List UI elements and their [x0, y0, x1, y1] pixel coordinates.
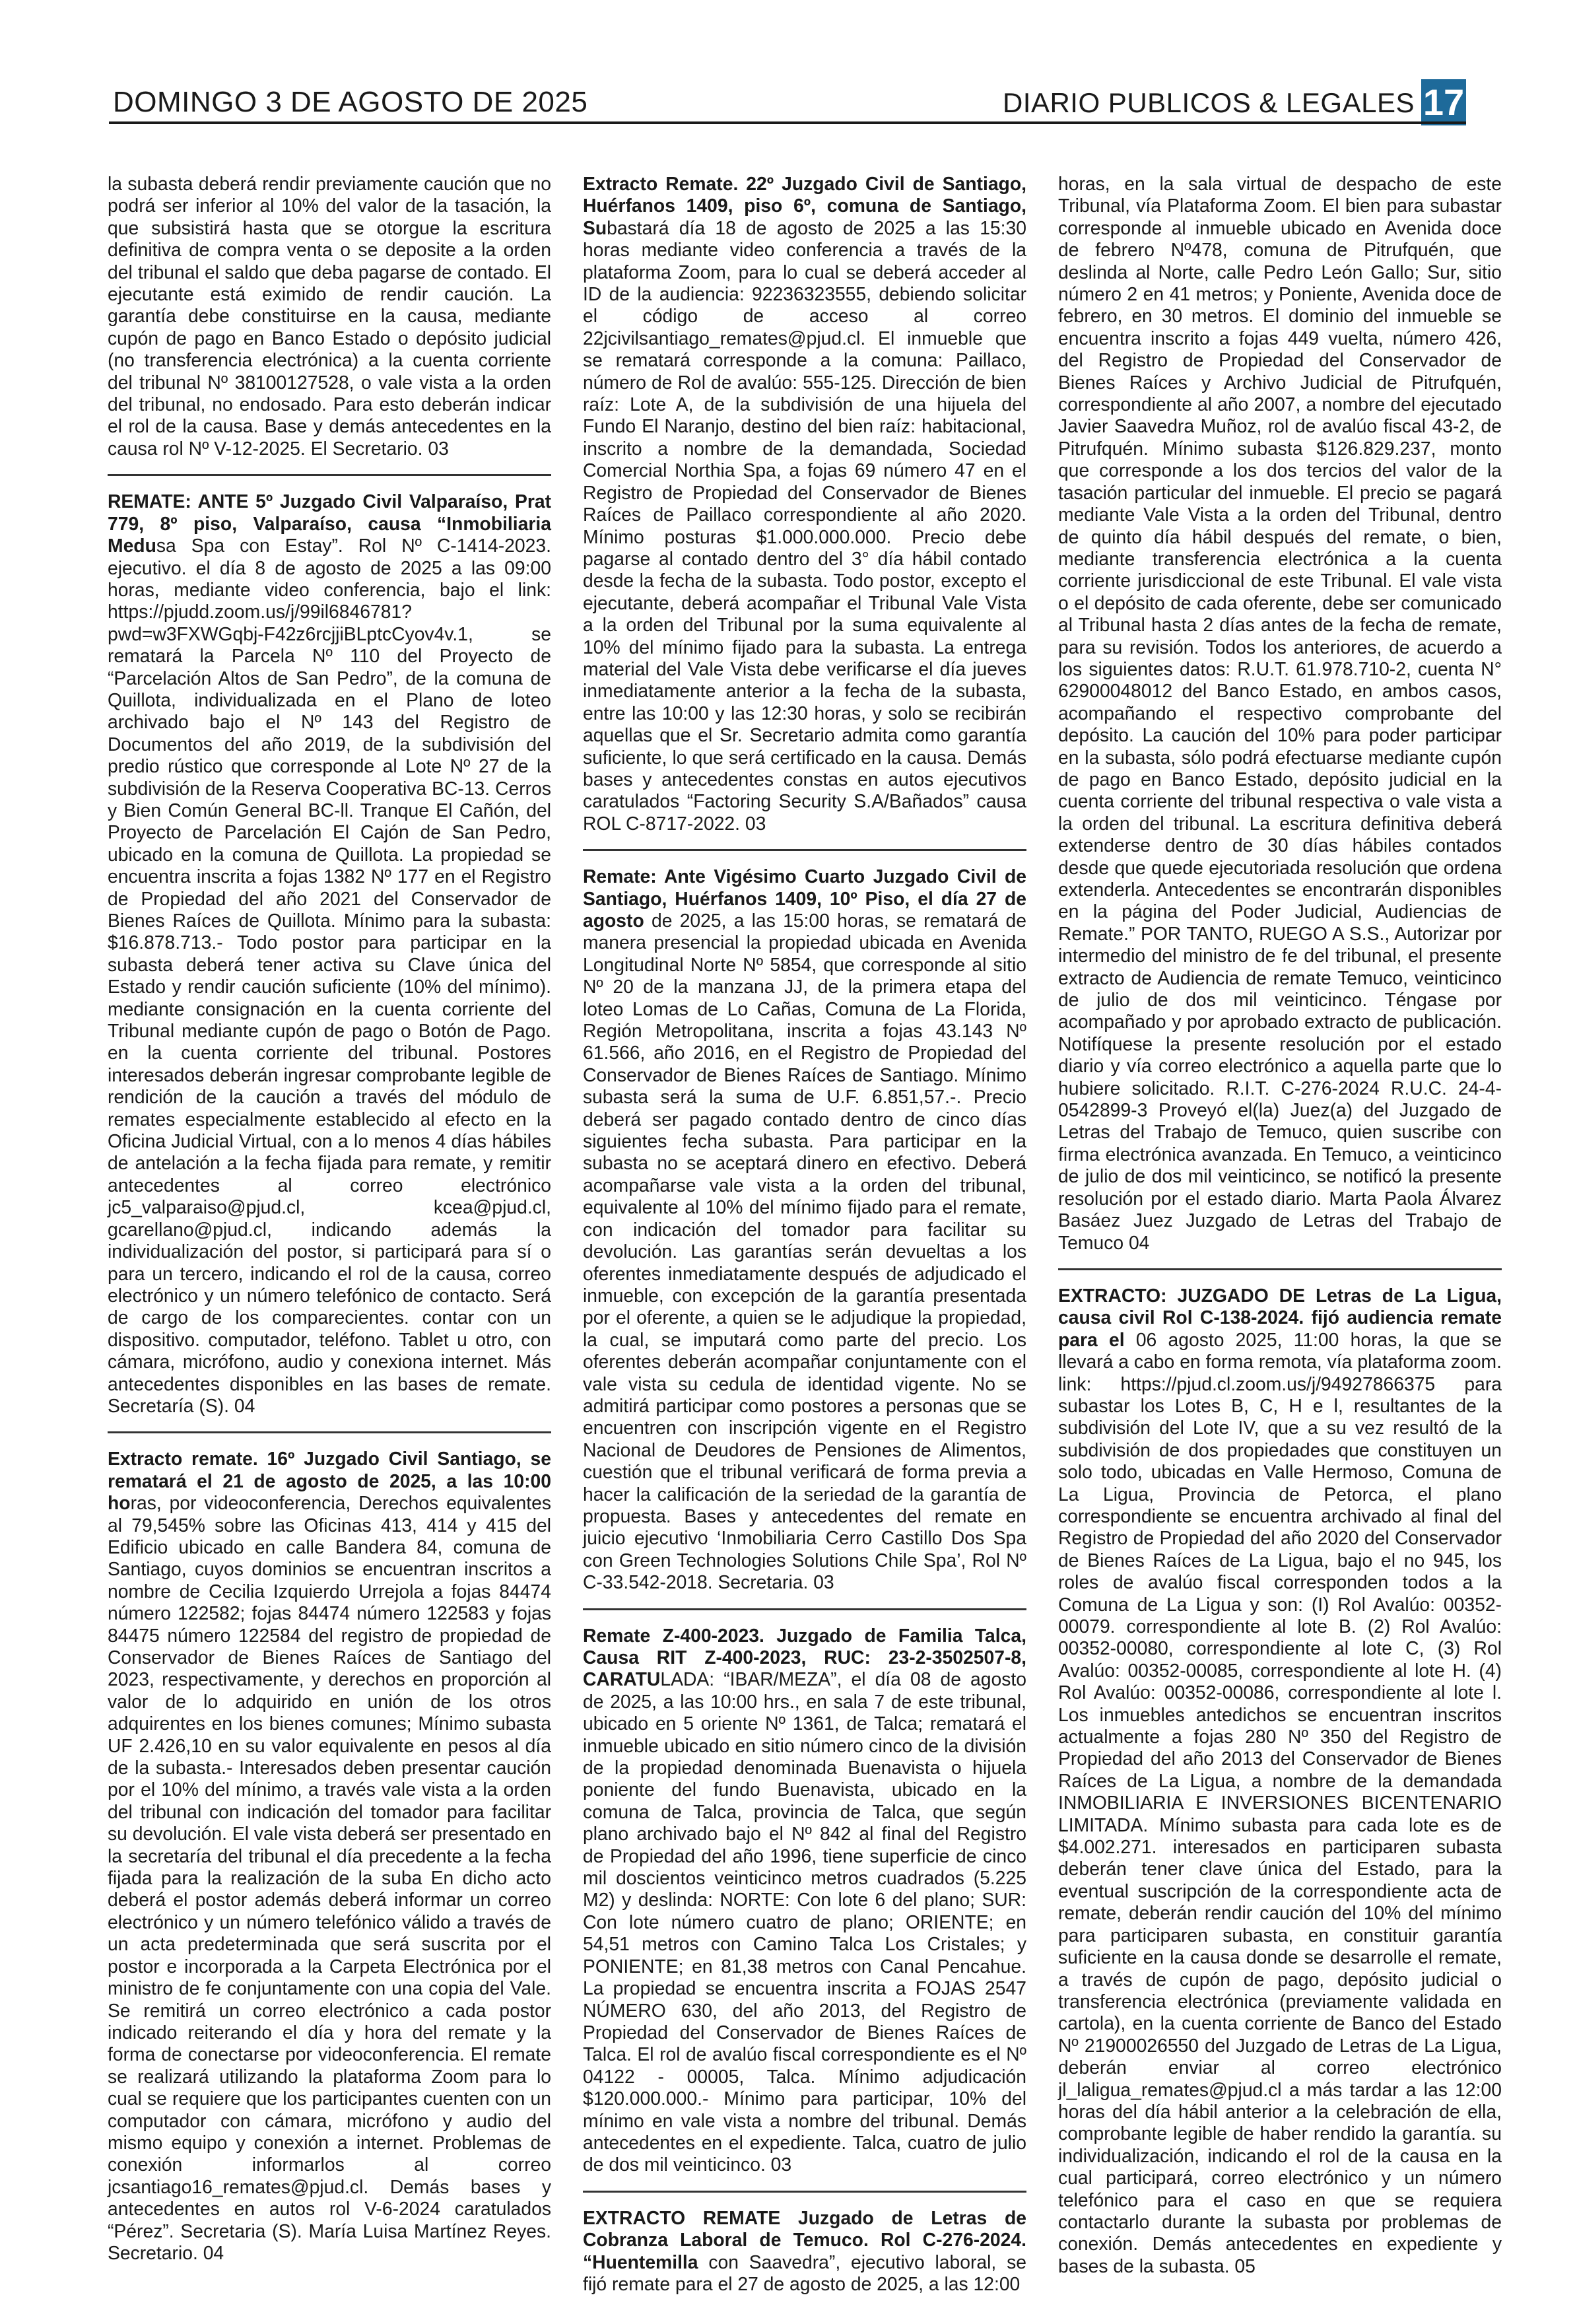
notice-lead: EXTRACTO REMATE Juzgado de Letras de Cobranza Laboral de Temuco. Rol C-276-2024. “Huentemilla	[583, 2206, 1026, 2273]
notice-lead: Extracto Remate. 22º Juzgado Civil de Santiago, Huérfanos 1409, piso 6º, comuna de Santiago, Su	[583, 173, 1026, 238]
notice-body: LADA: “IBAR/MEZA”, el día 08 de agosto de 2025, a las 10:00 hrs., en sala 7 de este tribunal, ubicado en 5 oriente Nº 1361, de Talca; rematará el inmueble ubicado en sitio número cinco de la división de la propiedad denominada Buenavista o hijuela poniente del fundo Buenavista, ubicado en la comuna de Talca, provincia de Talca, que según plano archivado bajo el Nº 842 al final del Registro de Propiedad del año 1996, tiene superficie de cinco mil doscientos veinticinco metros cuadrados (5.225 M2) y deslinda: NORTE: Con lote 6 del plano; SUR: Con lote número cuatro de plano; ORIENTE; en 54,51 metros con Camino Talca Los Cristales; y PONIENTE; en 81,38 metros con Canal Pencahue. La propiedad se encuentra inscrita a FOJAS 2547 NÚMERO 630, del año 2013, del Registro de Propiedad del Conservador de Bienes Raíces de Talca. El rol de avalúo fiscal correspondiente es el Nº 04122 - 00005, Talca. Mínimo adjudicación $120.000.000.- Mínimo para participar, 10% del mínimo en vale vista a nombre del tribunal. Demás antecedentes en el expediente. Talca, cuatro de julio de dos mil veinticinco. 03	[583, 1668, 1026, 2175]
legal-notice	[108, 1448, 551, 2278]
legal-notice	[1058, 173, 1502, 1270]
notice-body: con Saavedra”, ejecutivo laboral, se fijó remate para el 27 de agosto de 2025, a las 12:00	[583, 2251, 1026, 2294]
issue-date: DOMINGO 3 DE AGOSTO DE 2025	[113, 86, 588, 118]
notice-lead: EXTRACTO: JUZGADO DE Letras de La Ligua, causa civil Rol C-138-2024. fijó audiencia remate para el	[1058, 1284, 1502, 1350]
notice-body: sa Spa con Estay”. Rol Nº C-1414-2023. ejecutivo. el día 8 de agosto de 2025 a las 09:00 horas, mediante video conferencia, bajo el link: https://pjudd.zoom.us/j/99il6846781?pwd=w3FXWGqbj-F42z6rcjjiBLptcCyov4v.1, se rematará la Parcela Nº 110 del Proyecto de “Parcelación Altos de San Pedro”, de la comuna de Quillota, individualizada en el Plano de loteo archivado bajo el Nº 143 del Registro de Documentos del año 2019, de la subdivisión del predio rústico que corresponde al Lote Nº 27 de la subdivisión de la Reserva Cooperativa BC-13. Cerros y Bien Común General BC-ll. Tranque El Cañón, del Proyecto de Parcelación El Cajón de San Pedro, ubicado en la comuna de Quillota. La propiedad se encuentra inscrita a fojas 1382 Nº 177 en el Registro de Propiedad del año 2021 del Conservador de Bienes Raíces de Quillota. Mínimo para la subasta: $16.878.713.- Todo postor para participar en la subasta deberá tener activa su Clave única del Estado y rendir caución suficiente (10% del mínimo). mediante consignación en la cuenta corriente del Tribunal mediante cupón de pago o Botón de Pago. en la cuenta corriente del tribunal. Postores interesados deberán ingresar comprobante legible de rendición de la caución a través del módulo de remates especialmente establecido al efecto en la Oficina Judicial Virtual, con a lo menos 4 días hábiles de antelación a la fecha fijada para remate, y remitir antecedentes al correo electrónico jc5_valparaiso@pjud.cl, kcea@pjud.cl, gcarellano@pjud.cl, indicando además la individualización del postor, si participará para sí o para un tercero, indicando el rol de la causa, correo electrónico y un número telefónico de contacto. Será de cargo de los comparecientes. contar con un dispositivo. computador, teléfono. Tablet u otro, con cámara, micrófono, audio y conexiona internet. Más antecedentes disponibles en las bases de remate. Secretaría (S). 04	[108, 535, 551, 1416]
legal-notice	[1058, 1285, 1502, 2292]
notice-body: la subasta deberá rendir previamente caución que no podrá ser inferior al 10% del valor de la tasación, la que subsistirá hasta que se otorgue la escritura definitiva de compra venta o se deposite a la orden del tribunal el saldo que deba pagarse de contado. El ejecutante está eximido de rendir caución. La garantía debe constituirse en la causa, mediante cupón de pago en Banco Estado o depósito judicial (no transferencia electrónica) a la cuenta corriente del tribunal Nº 38100127528, o vale vista a la orden del tribunal, no endosado. Para esto deberán indicar el rol de la causa. Base y demás antecedentes en la causa rol Nº V-12-2025. El Secretario. 03	[108, 173, 551, 459]
column-2	[583, 173, 1026, 2324]
page-number-badge: 17	[1421, 79, 1466, 125]
notice-body: 06 agosto 2025, 11:00 horas, la que se llevará a cabo en forma remota, vía plataforma zoom. link: https://pjud.cl.zoom.us/j/94927866375 para subastar los Lotes B, C, H e l, resultantes de la subdivisión del Lote IV, que a su vez resultó de la subdivisión de dos propiedades que constituyen un solo todo, ubicadas en Valle Hermoso, Comuna de La Ligua, Provincia de Petorca, el plano correspondiente se encuentra archivado al final del Registro de Propiedad del año 2020 del Conservador de Bienes Raíces de La Ligua, bajo el no 945, los roles de avalúo fiscal corresponden todos a la Comuna de La Ligua y son: (I) Rol Avalúo: 00352-00079. correspondiente al lote B. (2) Rol Avalúo: 00352-00080, correspondiente al lote C, (3) Rol Avalúo: 00352-00085, correspondiente al lote H. (4) Rol Avalúo: 00352-00086, correspondiente al lote l. Los inmuebles antedichos se encuentran inscritos actualmente a fojas 280 Nº 350 del Registro de Propiedad del año 2013 del Conservador de Bienes Raíces de La Ligua, a nombre de la demandada INMOBILIARIA E INVERSIONES BICENTENARIO LIMITADA. Mínimo subasta para cada lote es de $4.002.271. interesados en participaren subasta deberán tener clave única del Estado, para la eventual suscripción de la correspondiente acta de remate, deberán rendir caución del 10% del mínimo para participaren subasta, en constituir garantía suficiente en la causa donde se desarrolle el remate, a través de cupón de pago, depósito judicial o transferencia electrónica (previamente validada en cartola), en la cuenta corriente de Banco del Estado Nº 21900026550 del Juzgado de Letras de La Ligua, deberán enviar al correo electrónico jl_laligua_remates@pjud.cl a más tardar a las 12:00 horas del día hábil anterior a la celebración de ella, comprobante legible de haber rendido la garantía. su individualización, indicando el rol de la causa en la cual participará, correo electrónico y un número telefónico para el caso en que se requiera contactarlo durante la subasta por problemas de conexión. Demás antecedentes en expediente y bases de la subasta. 05	[1058, 1328, 1502, 2276]
column-1	[108, 173, 551, 2293]
notice-body: horas, en la sala virtual de despacho de este Tribunal, vía Plataforma Zoom. El bien para subastar corresponde al inmueble ubicado en Avenida doce de febrero Nº478, comuna de Pitrufquén, que deslinda al Norte, calle Pedro León Gallo; Sur, sitio número 2 en 41 metros; y Poniente, Avenida doce de febrero, en 30 metros. El dominio del inmueble se encuentra inscrito a fojas 449 vuelta, número 426, del Registro de Propiedad del Conservador de Bienes Raíces y Archivo Judicial de Pitrufquén, correspondiente al año 2007, a nombre del ejecutado Javier Saavedra Muñoz, rol de avalúo fiscal 43-2, de Pitrufquén. Mínimo subasta $126.829.237, monto que corresponde a los dos tercios del valor de la tasación particular del inmueble. El precio se pagará mediante Vale Vista a la orden del Tribunal, dentro de quinto día hábil después del remate, o bien, mediante transferencia electrónica a la cuenta corriente jurisdiccional de este Tribunal. El vale vista o el depósito de cada oferente, debe ser comunicado al Tribunal hasta 2 días antes de la fecha de remate, para su revisión. Todos los anteriores, de acuerdo a los siguientes datos: R.U.T. 61.978.710-2, cuenta N° 62900048012 del Banco Estado, en ambos casos, acompañando el respectivo comprobante del depósito. La caución del 10% para poder participar en la subasta, sólo podrá efectuarse mediante cupón de pago en Banco Estado, depósito judicial en la cuenta corriente del tribunal respectiva o vale vista a la orden del tribunal. La escritura definitiva deberá extenderse dentro de 30 días hábiles contados desde que quede ejecutoriada resolución que ordena extenderla. Antecedentes se encontrarán disponibles en la página del Poder Judicial, Audiencias de Remate.” POR TANTO, RUEGO A S.S., Autorizar por intermedio del ministro de fe del tribunal, el presente extracto de Audiencia de remate Temuco, veinticinco de julio de dos mil veinticinco. Téngase por acompañado y por aprobado extracto de publicación. Notifíquese la presente resolución por el estado diario y vía correo electrónico a aquella parte que lo hubiere solicitado. R.I.T. C-276-2024 R.U.C. 24-4-0542899-3 Proveyó el(la) Juez(a) del Juzgado de Letras del Trabajo de Temuco, quien suscribe con firma electrónica avanzada. En Temuco, a veinticinco de julio de dos mil veinticinco, se notificó la presente resolución por el estado diario. Marta Paola Álvarez Basáez Juez Juzgado de Letras del Trabajo de Temuco 04	[1058, 173, 1502, 1253]
legal-notice	[583, 1625, 1026, 2193]
column-3	[1058, 173, 1502, 2306]
legal-notice	[583, 173, 1026, 851]
legal-notice	[583, 2207, 1026, 2310]
section-title: DIARIO PUBLICOS & LEGALES	[1002, 87, 1415, 118]
legal-notice	[583, 866, 1026, 1610]
notice-body: ras, por videoconferencia, Derechos equivalentes al 79,545% sobre las Oficinas 413, 414 y 415 del Edificio ubicado en calle Bandera 84, comuna de Santiago, cuyos dominios se encuentran inscritos a nombre de Cecilia Izquierdo Urrejola a fojas 84474 número 122582; fojas 84474 número 122583 y fojas 84475 número 122584 del registro de propiedad de Conservador de Bienes Raíces de Santiago del 2023, respectivamente, y derechos en proporción al valor de lo adquirido en unión de los otros adquirentes en los bienes comunes; Mínimo subasta UF 2.426,10 en su valor equivalente en pesos al día de la subasta.- Interesados deben presentar caución por el 10% del mínimo, a través vale vista a la orden del tribunal con indicación del tomador para facilitar su devolución. El vale vista deberá ser presentado en la secretaría del tribunal el día precedente a la fecha fijada para la realización de la suba En dicho acto deberá el postor además deberá informar un correo electrónico y un número telefónico válido a través de un acta predeterminada que será suscrita por el postor e incorporada a la Carpeta Electrónica por el ministro de fe conjuntamente con una copia del Vale. Se remitirá un correo electrónico a cada postor indicado reiterando el día y hora del remate y la forma de conectarse por videoconferencia. El remate se realizará utilizando la plataforma Zoom para lo cual se requiere que los participantes cuenten con un computador con cámara, micrófono y audio del mismo equipo y conexión a internet. Problemas de conexión informarlos al correo jcsantiago16_remates@pjud.cl. Demás bases y antecedentes en autos rol V-6-2024 caratulados “Pérez”. Secretaria (S). María Luisa Martínez Reyes. Secretario. 04	[108, 1492, 551, 2263]
header-rule	[109, 121, 1466, 124]
notice-body: bastará día 18 de agosto de 2025 a las 15:30 horas mediante video conferencia a través de la plataforma Zoom, para lo cual se deberá acceder al ID de la audiencia: 92236323555, debiendo solicitar el código de acceso al correo 22jcivilsantiago_remates@pjud.cl. El inmueble que se rematará corresponde a la comuna: Paillaco, número de Rol de avalúo: 555-125. Dirección de bien raíz: Lote A, de la subdivisión de una hijuela del Fundo El Naranjo, destino del bien raíz: habitacional, inscrito a nombre de la demandada, Sociedad Comercial Northia Spa, a fojas 69 número 47 en el Registro de Propiedad del Conservador de Bienes Raíces de Paillaco correspondiente al año 2020. Mínimo posturas $1.000.000.000. Precio debe pagarse al contado dentro del 3° día hábil contado desde la fecha de la subasta. Todo postor, excepto el ejecutante, deberá acompañar el Tribunal Vale Vista a la orden del Tribunal por la suma equivalente al 10% del mínimo fijado para la subasta. La entrega material del Vale Vista debe verificarse el día jueves inmediatamente anterior a la fecha de la subasta, entre las 10:00 y las 12:30 horas, y solo se recibirán aquellas que el Sr. Secretario admita como garantía suficiente, lo que será certificado en la causa. Demás bases y antecedentes constas en autos ejecutivos caratulados “Factoring Security S.A/Bañados” causa ROL C-8717-2022. 03	[583, 217, 1026, 834]
notice-lead: Remate: Ante Vigésimo Cuarto Juzgado Civil de Santiago, Huérfanos 1409, 10º Piso, el día 27 de agosto	[583, 866, 1026, 931]
notice-body: de 2025, a las 15:00 horas, se rematará de manera presencial la propiedad ubicada en Avenida Longitudinal Norte Nº 5854, que corresponde al sitio Nº 20 de la manzana JJ, de la primera etapa del loteo Lomas de Lo Cañas, Comuna de La Florida, Región Metropolitana, inscrita a fojas 43.143 Nº 61.566, año 2016, en el Registro de Propiedad del Conservador de Bienes Raíces de Santiago. Mínimo subasta será la suma de U.F. 6.851,57.-. Precio deberá ser pagado contado dentro de cinco días siguientes fecha subasta. Para participar en la subasta no se aceptará dinero en efectivo. Deberá acompañarse vale vista a la orden del tribunal, equivalente al 10% del mínimo fijado para el remate, con indicación del tomador para facilitar su devolución. Las garantías serán devueltas a los oferentes inmediatamente después de adjudicado el inmueble, con excepción de la garantía presentada por el oferente, a quien se le adjudique la propiedad, la cual, se imputará como parte del precio. Los oferentes deberán acompañar conjuntamente con el vale vista su cedula de identidad vigente. No se admitirá participar como postores a personas que se encuentren con inscripción vigente en el Registro Nacional de Deudores de Pensiones de Alimentos, cuestión que el tribunal verificará de forma previa a hacer la calificación de la seriedad de la garantía de propuesta. Bases y antecedentes del remate en juicio ejecutivo ‘Inmobiliaria Cerro Castillo Dos Spa con Green Technologies Solutions Chile Spa’, Rol Nº C-33.542-2018. Secretaria. 03	[583, 910, 1026, 1593]
notice-lead: REMATE: ANTE 5º Juzgado Civil Valparaíso, Prat 779, 8º piso, Valparaíso, causa “Inmobiliaria Medu	[108, 491, 551, 557]
legal-notice	[108, 173, 551, 476]
notice-lead: Remate Z-400-2023. Juzgado de Familia Talca, Causa RIT Z-400-2023, RUC: 23-2-3502507-8, CARATU	[583, 1624, 1026, 1690]
legal-notice	[108, 491, 551, 1433]
notice-lead: Extracto remate. 16º Juzgado Civil Santiago, se rematará el 21 de agosto de 2025, a las 10:00 ho	[108, 1448, 551, 1514]
page-header	[109, 79, 1466, 132]
